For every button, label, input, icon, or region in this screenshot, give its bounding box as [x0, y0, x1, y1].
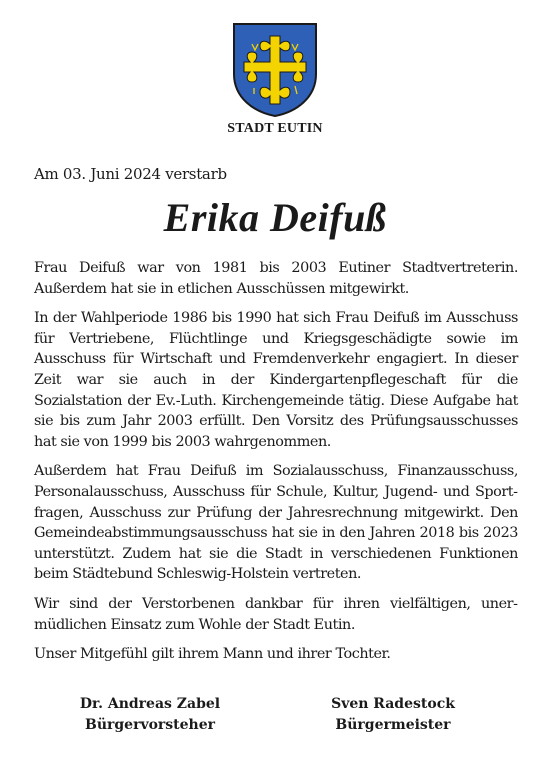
town-name: STADT EUTIN — [227, 121, 323, 136]
paragraph-4: Wir sind der Verstorbenen dankbar für ihren vielfältigen, unermüdlichen Einsatz zum Wohle der Stadt Eutin. — [34, 595, 518, 633]
signer-name: Dr. Andreas Zabel — [79, 696, 221, 712]
deceased-name: Erika Deifuß — [163, 195, 387, 240]
signer-left — [40, 694, 260, 736]
paragraph-2: In der Wahlperiode 1986 bis 1990 hat sich Frau Deifuß im Ausschuss für Vertriebene, Flüchtlinge und Kriegsgeschädigte sowie im Ausschuss für Wirtschaft und Fremdenverkehr engagiert. In dieser Zeit war sie auch in der Kindergartenpflegeschaft für die Sozialstation der Ev.-Luth. Kirchengemeinde tätig. Diese Aufgabe hat sie bis zum Jahr 2003 erfüllt. Den Vorsitz des Prüfungsausschusses hat sie von 1999 bis 2003 wahrgenommen. — [34, 310, 518, 450]
obituary-body — [34, 258, 518, 674]
coat-of-arms-icon — [232, 22, 318, 118]
paragraph-3: Außerdem hat Frau Deifuß im Sozialausschuss, Finanzausschuss, Personalausschuss, Ausschuss für Schule, Kultur, Jugend- und Sportfragen, Ausschuss zur Prüfung der Jahresrechnung mitgewirkt. Den Gemeindeabstimmungsausschuss hat sie in den Jahren 2018 bis 2023 unterstützt. Zudem hat sie die Stadt in verschiedenen Funktionen beim Städtebund Schleswig-Holstein vertreten. — [34, 463, 518, 583]
signer-title: Bürgermeister — [335, 717, 451, 733]
paragraph-1: Frau Deifuß war von 1981 bis 2003 Eutiner Stadtvertreterin. Außerdem hat sie in etlichen Ausschüssen mitgewirkt. — [34, 260, 518, 297]
signer-name: Sven Radestock — [331, 696, 455, 712]
signer-title: Bürgervorsteher — [84, 717, 216, 733]
signer-right — [283, 694, 503, 736]
death-announcement-intro: Am 03. Juni 2024 verstarb — [34, 165, 227, 183]
paragraph-5: Unser Mitgefühl gilt ihrem Mann und ihrer Tochter. — [34, 646, 391, 663]
